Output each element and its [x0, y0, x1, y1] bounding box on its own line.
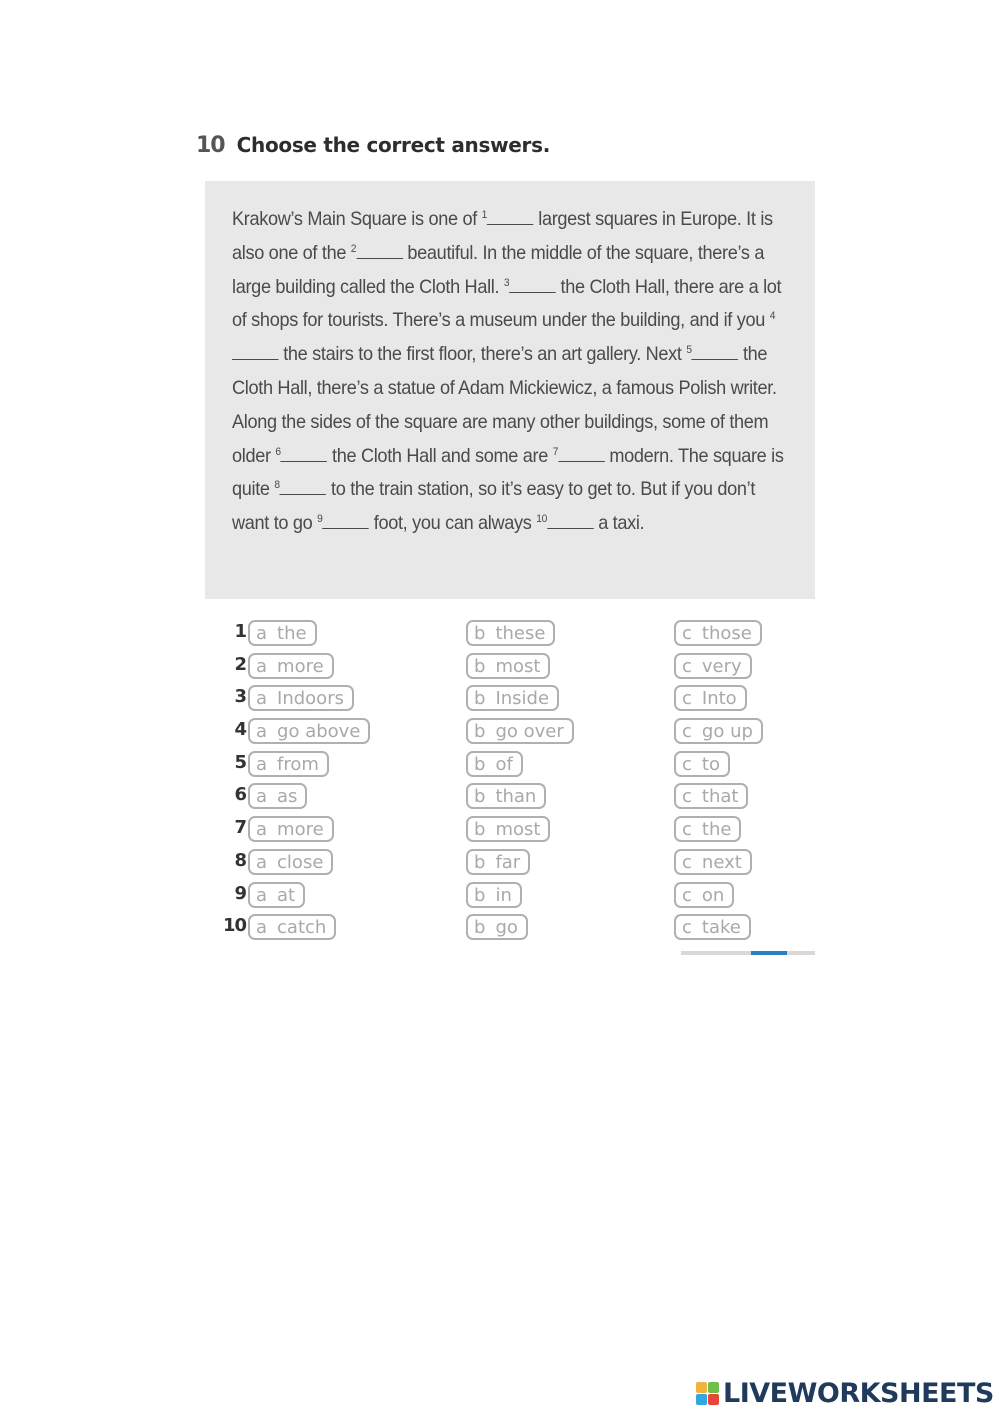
question-number: 1 — [234, 621, 246, 642]
option-text: Indoors — [277, 688, 344, 710]
option-c[interactable] — [674, 685, 747, 711]
passage-segment: beautiful. In the middle of the square, there’s a large building called the Cloth Hall. — [232, 241, 765, 298]
option-text: more — [277, 655, 324, 677]
option-letter: a — [256, 688, 268, 710]
option-letter: b — [474, 753, 486, 775]
passage-segment: Krakow’s Main Square is one of — [232, 208, 482, 230]
gap-blank — [281, 443, 328, 462]
option-letter: c — [682, 623, 692, 644]
question-number: 3 — [234, 686, 246, 708]
option-a[interactable] — [248, 620, 317, 646]
option-letter: b — [474, 786, 486, 808]
option-text: close — [277, 851, 324, 873]
option-b[interactable] — [466, 914, 528, 940]
option-text: of — [495, 753, 513, 775]
option-text: catch — [277, 917, 327, 939]
question-number: 7 — [234, 817, 246, 839]
option-text: go up — [701, 721, 753, 743]
option-b[interactable] — [466, 849, 530, 875]
option-letter: c — [682, 753, 692, 775]
option-text: go — [495, 917, 518, 939]
option-c[interactable] — [674, 783, 748, 809]
gap-number: 9 — [317, 513, 323, 526]
gap-blank — [509, 274, 555, 293]
option-b[interactable] — [466, 751, 523, 777]
gap-number: 10 — [536, 513, 547, 526]
option-text: most — [495, 655, 541, 677]
option-text: go over — [495, 721, 564, 743]
option-a[interactable] — [248, 751, 329, 777]
question-number: 4 — [234, 719, 246, 741]
option-letter: b — [474, 721, 486, 743]
question-row — [222, 814, 782, 847]
gap-number: 4 — [769, 310, 776, 323]
scroll-indicator — [681, 951, 815, 955]
option-text: at — [277, 884, 296, 906]
option-text: most — [495, 819, 541, 841]
gap-blank — [547, 510, 594, 529]
option-letter: a — [256, 884, 268, 906]
option-b[interactable] — [466, 882, 522, 908]
question-row — [222, 880, 782, 913]
option-c[interactable] — [674, 882, 734, 908]
gap-number: 5 — [686, 344, 692, 357]
option-b[interactable] — [466, 718, 574, 744]
option-a[interactable] — [248, 653, 334, 679]
question-number: 5 — [234, 751, 246, 773]
gap-number: 3 — [503, 276, 510, 289]
option-letter: b — [474, 623, 486, 644]
option-c[interactable] — [674, 849, 752, 875]
option-a[interactable] — [248, 849, 333, 875]
question-row — [222, 847, 782, 880]
option-c[interactable] — [674, 620, 762, 646]
scroll-indicator-thumb — [751, 951, 787, 955]
passage-segment: foot, you can always — [369, 512, 537, 535]
answer-options — [222, 618, 782, 945]
option-b[interactable] — [466, 685, 559, 711]
option-letter: c — [682, 786, 692, 808]
option-text: on — [701, 884, 725, 906]
question-row — [222, 749, 782, 782]
gap-number: 1 — [481, 209, 488, 221]
option-text: go above — [277, 721, 361, 743]
option-c[interactable] — [674, 653, 752, 679]
option-letter: b — [474, 851, 486, 873]
question-row — [222, 618, 782, 651]
option-a[interactable] — [248, 914, 336, 940]
option-text: the — [701, 819, 732, 841]
option-letter: c — [682, 655, 692, 677]
option-letter: b — [474, 688, 486, 710]
passage-segment: to the train station, so it’s easy to get to. But if you don’t want to go — [232, 478, 756, 535]
option-a[interactable] — [248, 882, 305, 908]
option-b[interactable] — [466, 653, 550, 679]
footer-logo — [696, 1376, 994, 1410]
option-text: that — [701, 786, 739, 808]
question-number: 8 — [234, 849, 246, 871]
option-text: Inside — [495, 688, 550, 710]
option-c[interactable] — [674, 914, 751, 940]
option-text: Into — [701, 688, 737, 710]
option-text: from — [277, 753, 319, 775]
exercise-number: 10 — [196, 133, 225, 158]
option-letter: c — [682, 851, 692, 873]
option-letter: a — [256, 655, 268, 677]
option-letter: c — [682, 688, 692, 710]
option-letter: a — [256, 819, 268, 841]
question-number: 10 — [222, 915, 246, 937]
gap-blank — [232, 341, 279, 360]
option-text: to — [701, 753, 720, 775]
gap-blank — [558, 443, 605, 462]
option-c[interactable] — [674, 718, 763, 744]
option-letter: a — [256, 753, 268, 775]
question-row — [222, 651, 782, 684]
option-c[interactable] — [674, 816, 741, 842]
option-text: than — [495, 786, 537, 808]
option-letter: c — [682, 917, 692, 939]
option-text: these — [495, 623, 546, 644]
option-text: more — [277, 819, 324, 841]
gap-number: 2 — [350, 242, 357, 255]
option-letter: b — [474, 819, 486, 841]
option-letter: a — [256, 917, 268, 939]
exercise-heading — [196, 133, 550, 165]
gap-blank — [487, 206, 534, 225]
option-letter: b — [474, 655, 486, 677]
gap-blank — [280, 476, 327, 495]
option-letter: a — [256, 623, 268, 644]
option-letter: a — [256, 721, 268, 743]
option-a[interactable] — [248, 816, 334, 842]
option-b[interactable] — [466, 783, 546, 809]
question-number: 2 — [234, 653, 246, 675]
passage-segment: the Cloth Hall, there’s a statue of Adam Mickiewicz, a famous Polish writer. Along the sides of the square are many other buildings, some of them older — [232, 343, 777, 467]
option-text: take — [701, 917, 741, 939]
gap-blank — [692, 341, 739, 360]
option-text: far — [495, 851, 521, 873]
passage-segment: the Cloth Hall, there are a lot of shops for tourists. There’s a museum under the building, and if you — [232, 275, 782, 332]
option-text: as — [277, 786, 298, 808]
question-row — [222, 781, 782, 814]
passage-segment: largest squares in Europe. It is also one of the — [232, 208, 773, 264]
passage-segment: modern. The square is quite — [232, 444, 784, 501]
option-a[interactable] — [248, 783, 307, 809]
option-c[interactable] — [674, 751, 730, 777]
gap-number: 6 — [275, 445, 281, 458]
option-letter: c — [682, 884, 692, 906]
gap-blank — [356, 240, 403, 259]
option-letter: c — [682, 819, 692, 841]
option-letter: b — [474, 884, 486, 906]
option-letter: a — [256, 851, 268, 873]
option-text: in — [495, 884, 512, 906]
gap-number: 8 — [274, 479, 280, 492]
option-text: next — [701, 851, 742, 873]
footer-brand: LIVEWORKSHEETS — [723, 1377, 994, 1409]
passage-segment: a taxi. — [593, 512, 645, 535]
passage-panel — [205, 181, 815, 599]
passage-text — [232, 203, 795, 541]
option-a[interactable] — [248, 718, 370, 744]
question-number: 9 — [234, 882, 246, 904]
option-b[interactable] — [466, 816, 550, 842]
option-a[interactable] — [248, 685, 354, 711]
question-row — [222, 683, 782, 716]
option-text: the — [277, 623, 307, 644]
passage-segment: the Cloth Hall and some are — [327, 444, 553, 467]
option-text: very — [701, 655, 742, 677]
question-row — [222, 716, 782, 749]
exercise-instruction: Choose the correct answers. — [236, 133, 550, 157]
gap-blank — [323, 510, 369, 529]
option-letter: a — [256, 786, 268, 808]
option-text: those — [701, 623, 752, 644]
question-row — [222, 912, 782, 945]
question-number: 6 — [234, 784, 246, 806]
liveworksheets-logo-icon — [696, 1382, 719, 1405]
option-letter: c — [682, 721, 692, 743]
option-letter: b — [474, 917, 486, 939]
gap-number: 7 — [552, 445, 559, 458]
passage-segment: the stairs to the first floor, there’s an art gallery. Next — [278, 343, 687, 366]
option-b[interactable] — [466, 620, 555, 646]
